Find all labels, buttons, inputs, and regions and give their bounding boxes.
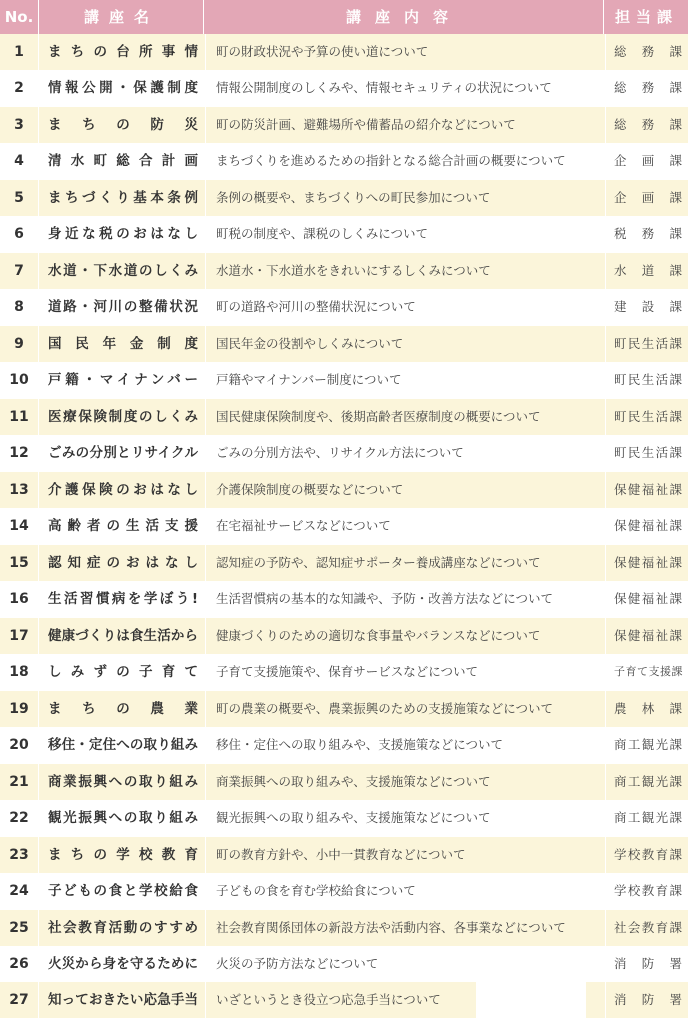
column-divider [205, 362, 206, 398]
column-divider [38, 34, 39, 70]
department: 社会教育課 [614, 919, 682, 935]
course-content: 国民年金の役割やしくみについて [216, 335, 404, 351]
column-divider [605, 435, 606, 471]
row-number: 7 [14, 262, 24, 279]
column-divider [205, 399, 206, 435]
table-row [0, 70, 688, 106]
department: 農林課 [614, 700, 682, 716]
department: 総務課 [614, 80, 682, 96]
column-divider [605, 764, 606, 800]
column-divider [38, 216, 39, 252]
column-divider [205, 472, 206, 508]
column-divider [605, 326, 606, 362]
course-name: 生活習慣病を学ぼう! [48, 591, 198, 608]
column-divider [605, 107, 606, 143]
table-row [0, 180, 688, 216]
column-divider [205, 545, 206, 581]
course-name: ごみの分別とリサイクル [48, 445, 198, 462]
department: 保健福祉課 [614, 591, 682, 607]
course-name: 火災から身を守るために [48, 956, 198, 972]
header-divider [603, 0, 604, 34]
course-name: 清水町総合計画 [48, 153, 198, 170]
column-divider [205, 143, 206, 179]
course-content: 水道水・下水道水をきれいにするしくみについて [216, 262, 491, 278]
course-name: まちの農業 [48, 700, 198, 717]
column-divider [38, 362, 39, 398]
course-name: 移住・定住への取り組み [48, 737, 198, 754]
table-row [0, 508, 688, 544]
column-divider [38, 727, 39, 763]
row-number: 11 [9, 408, 29, 425]
row-number: 4 [14, 153, 24, 170]
column-divider [205, 289, 206, 325]
row-number: 27 [9, 992, 29, 1009]
table-row [0, 326, 688, 362]
column-divider [38, 435, 39, 471]
course-name: まちの台所事情 [48, 44, 198, 60]
table-row [0, 253, 688, 289]
table-row [0, 435, 688, 471]
column-divider [205, 800, 206, 836]
department: 税務課 [614, 226, 682, 242]
course-content: 子どもの食を育む学校給食について [216, 883, 416, 899]
column-divider [605, 545, 606, 581]
column-divider [38, 654, 39, 690]
column-divider [205, 508, 206, 544]
course-name: 水道・下水道のしくみ [48, 262, 198, 279]
row-number: 15 [9, 554, 29, 571]
column-divider [605, 399, 606, 435]
course-name: 介護保険のおはなし [48, 481, 198, 498]
row-number: 21 [9, 773, 29, 790]
course-content: 情報公開制度のしくみや、情報セキュリティの状況について [216, 80, 552, 96]
column-divider [605, 982, 606, 1018]
table-row [0, 873, 688, 909]
row-number: 1 [14, 44, 24, 60]
table-row [0, 362, 688, 398]
column-divider [38, 982, 39, 1018]
course-content: 生活習慣病の基本的な知識や、予防・改善方法などについて [216, 591, 554, 607]
header-department: 担当課 [614, 8, 678, 26]
course-name: 高齢者の生活支援 [48, 518, 198, 535]
column-divider [205, 727, 206, 763]
row-number: 22 [9, 810, 29, 827]
course-name: 知っておきたい応急手当 [48, 992, 198, 1009]
department: 総務課 [614, 44, 682, 59]
row-number: 12 [9, 445, 29, 462]
column-divider [38, 107, 39, 143]
column-divider [605, 180, 606, 216]
row-number: 3 [14, 116, 24, 133]
course-name: まちづくり基本条例 [48, 189, 198, 206]
column-divider [38, 253, 39, 289]
column-divider [38, 143, 39, 179]
column-divider [205, 837, 206, 873]
row-number: 17 [9, 627, 29, 644]
table-row [0, 982, 688, 1018]
department: 消防署 [614, 992, 682, 1008]
column-divider [38, 289, 39, 325]
table-row [0, 472, 688, 508]
course-content: ごみの分別方法や、リサイクル方法について [216, 445, 464, 461]
table-row [0, 143, 688, 179]
header-divider [203, 0, 204, 34]
column-divider [605, 727, 606, 763]
course-content: 社会教育関係団体の新設方法や活動内容、各事業などについて [216, 919, 566, 935]
course-name: 道路・河川の整備状況 [48, 299, 198, 316]
course-content: 条例の概要や、まちづくりへの町民参加について [216, 189, 491, 205]
column-divider [605, 362, 606, 398]
course-content: 町税の制度や、課税のしくみについて [216, 226, 429, 242]
department: 保健福祉課 [614, 627, 682, 643]
column-divider [605, 910, 606, 946]
course-name: 身近な税のおはなし [48, 226, 198, 243]
table-row [0, 800, 688, 836]
column-divider [38, 618, 39, 654]
column-divider [38, 581, 39, 617]
department: 子育て支援課 [614, 665, 682, 679]
column-divider [205, 982, 206, 1018]
row-number: 25 [9, 919, 29, 936]
column-divider [205, 107, 206, 143]
table-row [0, 727, 688, 763]
column-divider [205, 435, 206, 471]
column-divider [38, 545, 39, 581]
table-row [0, 581, 688, 617]
column-divider [205, 253, 206, 289]
course-name: まちの防災 [48, 116, 198, 133]
table-row [0, 107, 688, 143]
column-divider [205, 910, 206, 946]
table-row [0, 764, 688, 800]
course-content: 戸籍やマイナンバー制度について [216, 372, 402, 388]
course-content: 国民健康保険制度や、後期高齢者医療制度の概要について [216, 408, 541, 424]
column-divider [38, 873, 39, 909]
course-name: 情報公開・保護制度 [48, 80, 198, 97]
course-content: まちづくりを進めるための指針となる総合計画の概要について [216, 153, 566, 169]
table-row [0, 691, 688, 727]
department: 企画課 [614, 189, 682, 205]
column-divider [38, 764, 39, 800]
column-divider [38, 472, 39, 508]
column-divider [605, 691, 606, 727]
course-content: 在宅福祉サービスなどについて [216, 518, 391, 534]
table-row [0, 654, 688, 690]
course-name: 子どもの食と学校給食 [48, 883, 198, 900]
course-name: 認知症のおはなし [48, 554, 198, 571]
column-divider [38, 946, 39, 982]
column-divider [605, 216, 606, 252]
course-content: 商業振興への取り組みや、支援施策などについて [216, 773, 491, 789]
column-divider [38, 837, 39, 873]
course-name: 観光振興への取り組み [48, 810, 198, 827]
row-number: 5 [14, 189, 24, 206]
header-course-name: 講座名 [83, 8, 159, 26]
column-divider [605, 70, 606, 106]
column-divider [605, 472, 606, 508]
course-content: 町の財政状況や予算の使い道について [216, 44, 429, 59]
column-divider [38, 326, 39, 362]
column-divider [605, 837, 606, 873]
column-divider [38, 399, 39, 435]
column-divider [38, 70, 39, 106]
course-content: 認知症の予防や、認知症サポーター養成講座などについて [216, 554, 541, 570]
course-name: まちの学校教育 [48, 846, 198, 863]
row-number: 14 [9, 518, 29, 535]
row-number: 23 [9, 846, 29, 863]
course-content: 観光振興への取り組みや、支援施策などについて [216, 810, 491, 826]
row-number: 6 [14, 226, 24, 243]
column-divider [205, 70, 206, 106]
department: 町民生活課 [614, 335, 682, 351]
header-divider [38, 0, 39, 34]
table-row [0, 618, 688, 654]
column-divider [605, 289, 606, 325]
department: 商工観光課 [614, 737, 682, 753]
column-divider [205, 654, 206, 690]
course-content: 子育て支援施策や、保育サービスなどについて [216, 664, 479, 680]
row-number: 10 [9, 372, 29, 389]
department: 水道課 [614, 262, 682, 278]
column-divider [605, 143, 606, 179]
course-name: しみずの子育て [48, 664, 198, 681]
course-name: 戸籍・マイナンバー [48, 372, 198, 389]
column-divider [205, 34, 206, 70]
column-divider [605, 253, 606, 289]
department: 商工観光課 [614, 810, 682, 826]
table-row [0, 910, 688, 946]
department: 町民生活課 [614, 408, 682, 424]
column-divider [605, 946, 606, 982]
department: 学校教育課 [614, 846, 682, 862]
course-name: 社会教育活動のすすめ [48, 919, 198, 936]
column-divider [205, 326, 206, 362]
column-divider [38, 508, 39, 544]
table-row [0, 399, 688, 435]
row-number: 26 [9, 956, 29, 972]
table-row [0, 216, 688, 252]
course-name: 医療保険制度のしくみ [48, 408, 198, 425]
column-divider [205, 180, 206, 216]
course-content: 介護保険制度の概要などについて [216, 481, 404, 497]
row-number: 19 [9, 700, 29, 717]
column-divider [605, 34, 606, 70]
course-content: 町の教育方針や、小中一貫教育などについて [216, 846, 466, 862]
department: 町民生活課 [614, 445, 682, 461]
course-name: 国民年金制度 [48, 335, 198, 352]
course-content: 町の道路や河川の整備状況について [216, 299, 416, 315]
row-number: 20 [9, 737, 29, 754]
course-content: 移住・定住への取り組みや、支援施策などについて [216, 737, 504, 753]
column-divider [38, 800, 39, 836]
table-row [0, 946, 688, 982]
column-divider [605, 873, 606, 909]
course-content: 町の防災計画、避難場所や備蓄品の紹介などについて [216, 116, 516, 132]
department: 消防署 [614, 956, 682, 971]
table-row [0, 289, 688, 325]
course-name: 商業振興への取り組み [48, 773, 198, 790]
course-name: 健康づくりは食生活から [48, 627, 198, 644]
column-divider [38, 180, 39, 216]
column-divider [605, 581, 606, 617]
department: 総務課 [614, 116, 682, 132]
column-divider [38, 910, 39, 946]
row-number: 9 [14, 335, 24, 352]
row-number: 24 [9, 883, 29, 900]
column-divider [605, 800, 606, 836]
department: 保健福祉課 [614, 481, 682, 497]
department: 学校教育課 [614, 883, 682, 899]
course-content: 町の農業の概要や、農業振興のための支援施策などについて [216, 700, 554, 716]
row-number: 18 [9, 664, 29, 681]
table-row [0, 545, 688, 581]
row-number: 16 [9, 591, 29, 608]
department: 建設課 [614, 299, 682, 315]
column-divider [205, 946, 206, 982]
department: 保健福祉課 [614, 518, 682, 534]
table-header [0, 0, 688, 34]
row-number: 13 [9, 481, 29, 498]
table-row [0, 34, 688, 70]
department: 保健福祉課 [614, 554, 682, 570]
course-content: 健康づくりのための適切な食事量やバランスなどについて [216, 627, 541, 643]
column-divider [38, 691, 39, 727]
course-content: 火災の予防方法などについて [216, 956, 379, 971]
row-number: 8 [14, 299, 24, 316]
column-divider [605, 654, 606, 690]
row-number: 2 [14, 80, 24, 97]
column-divider [205, 618, 206, 654]
column-divider [605, 508, 606, 544]
column-divider [205, 216, 206, 252]
department: 町民生活課 [614, 372, 682, 388]
column-divider [205, 764, 206, 800]
header-no: No. [4, 8, 34, 26]
column-divider [205, 581, 206, 617]
department: 商工観光課 [614, 773, 682, 789]
header-course-content: 講座内容 [345, 8, 462, 26]
department: 企画課 [614, 153, 682, 169]
column-divider [205, 691, 206, 727]
column-divider [605, 618, 606, 654]
course-content: いざというとき役立つ応急手当について [216, 992, 441, 1008]
column-divider [205, 873, 206, 909]
table-row [0, 837, 688, 873]
